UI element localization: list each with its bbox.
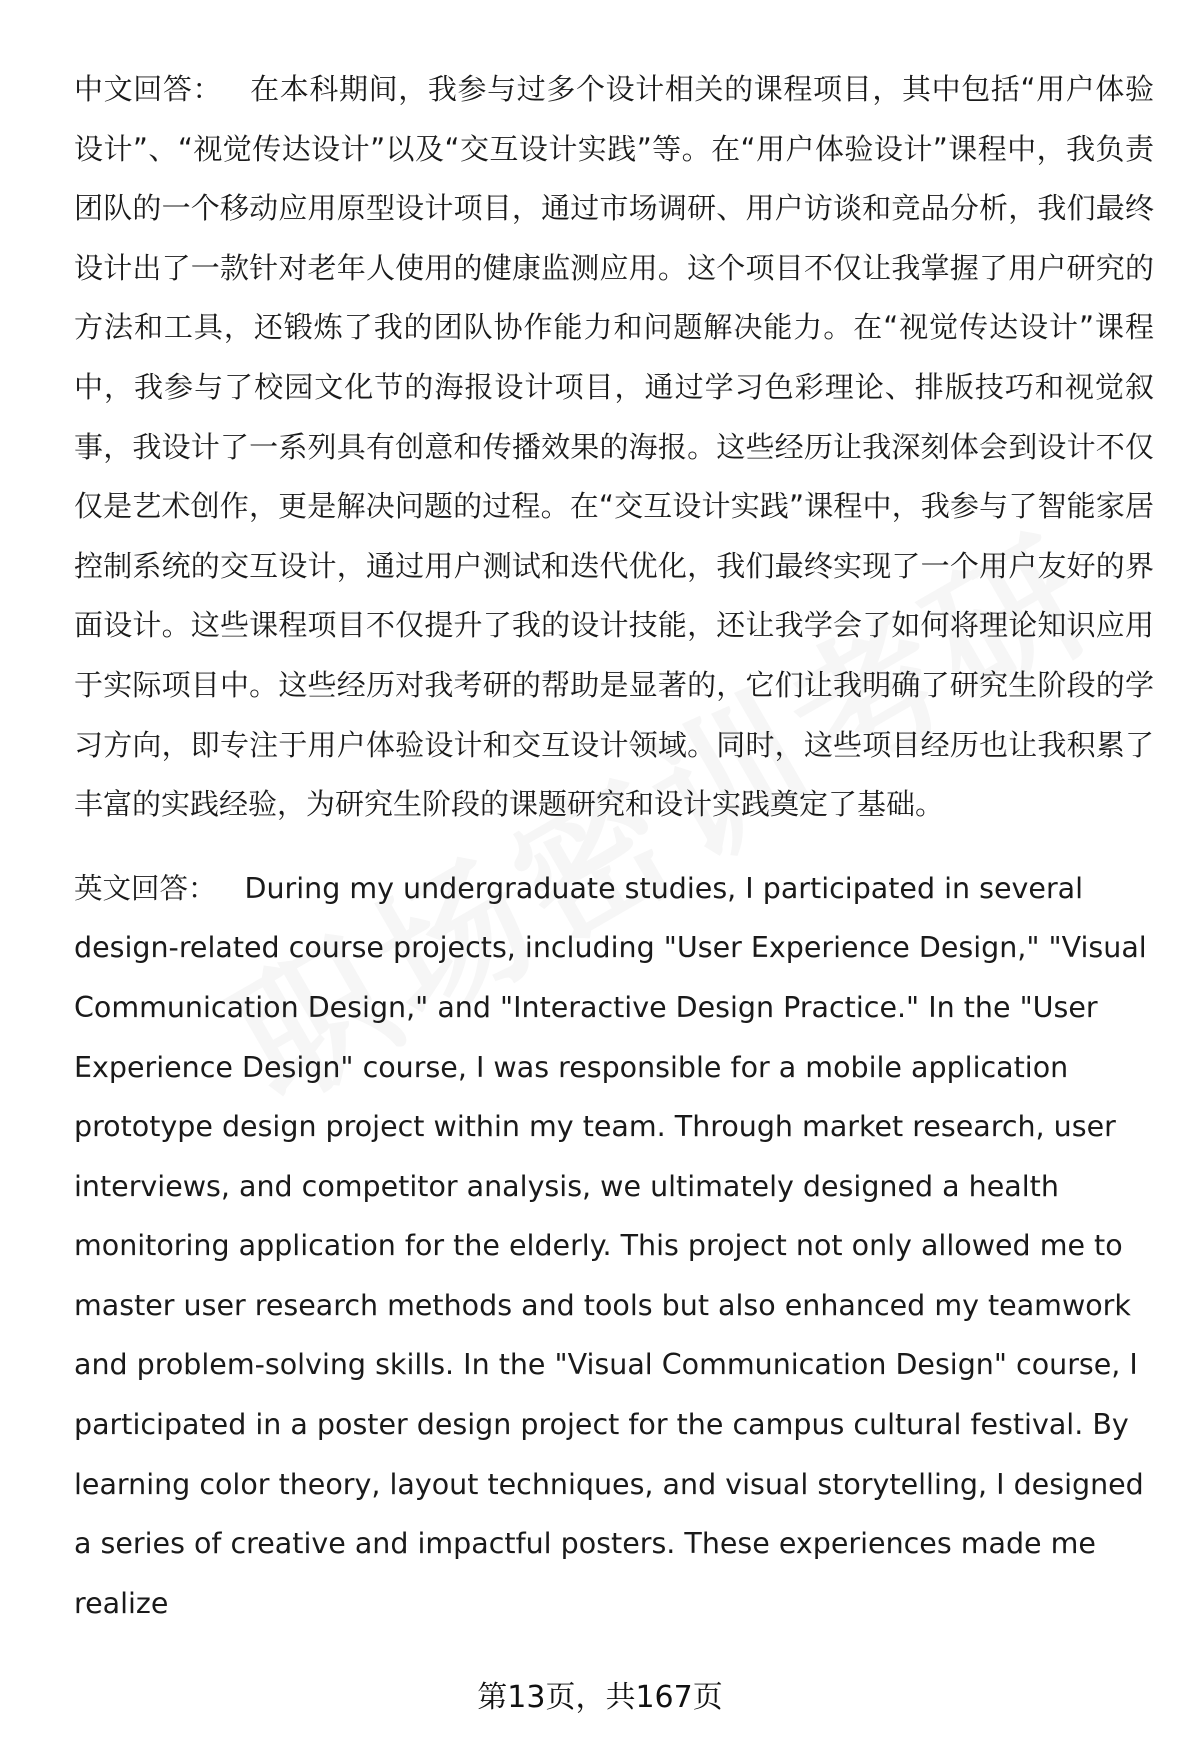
chinese-answer-text: 在本科期间，我参与过多个设计相关的课程项目，其中包括“用户体验设计”、“视觉传达设计”以及“交互设计实践”等。在“用户体验设计”课程中，我负责团队的一个移动应用原型设计项目，通过市场调研、用户访谈和竞品分析，我们最终设计出了一款针对老年人使用的健康监测应用。这个项目不仅让我掌握了用户研究的方法和工具，还锻炼了我的团队协作能力和问题解决能力。在“视觉传达设计”课程中，我参与了校园文化节的海报设计项目，通过学习色彩理论、排版技巧和视觉叙事，我设计了一系列具有创意和传播效果的海报。这些经历让我深刻体会到设计不仅仅是艺术创作，更是解决问题的过程。在“交互设计实践”课程中，我参与了智能家居控制系统的交互设计，通过用户测试和迭代优化，我们最终实现了一个用户友好的界面设计。这些课程项目不仅提升了我的设计技能，还让我学会了如何将理论知识应用于实际项目中。这些经历对我考研的帮助是显著的，它们让我明确了研究生阶段的学习方向，即专注于用户体验设计和交互设计领域。同时，这些项目经历也让我积累了丰富的实践经验，为研究生阶段的课题研究和设计实践奠定了基础。 — [74, 72, 1154, 822]
english-answer-label: 英文回答： — [74, 871, 217, 905]
english-answer-paragraph — [74, 859, 1154, 1634]
chinese-answer-paragraph — [74, 60, 1154, 835]
page-footer: 第13页，共167页 — [477, 1680, 723, 1715]
page-content — [74, 60, 1154, 1633]
english-answer-text: During my undergraduate studies, I participated in several design-related course projects, including "User Experience Design," "Visual Communication Design," and "Interactive Design Practice." In the "User Experience Design" course, I was responsible for a mobile application prototype design project within my team. Through market research, user interviews, and competitor analysis, we ultimately designed a health monitoring application for the elderly. This project not only allowed me to master user research methods and tools but also enhanced my teamwork and problem-solving skills. In the "Visual Communication Design" course, I participated in a poster design project for the campus cultural festival. By learning color theory, layout techniques, and visual storytelling, I designed a series of creative and impactful posters. These experiences made me realize — [74, 871, 1147, 1620]
chinese-answer-label: 中文回答： — [74, 72, 223, 106]
